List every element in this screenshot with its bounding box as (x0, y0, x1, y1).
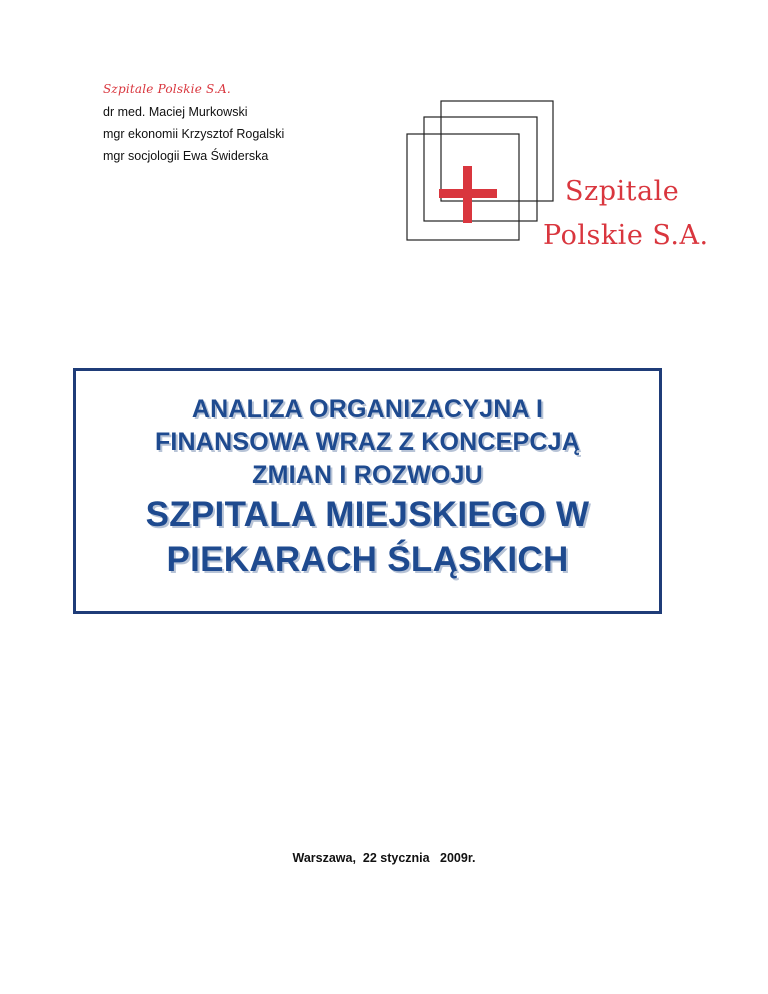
author-header (103, 82, 403, 171)
place-and-date: Warszawa, 22 stycznia 2009r. (292, 851, 476, 865)
title-line-2: FINANSOWA WRAZ Z KONCEPCJĄ (154, 428, 581, 456)
company-name: Szpitale Polskie S.A. (103, 82, 231, 96)
title-line-5: PIEKARACH ŚLĄSKICH (166, 540, 569, 579)
red-cross-horizontal (439, 189, 497, 198)
title-line-1: ANALIZA ORGANIZACYJNA I (191, 395, 544, 423)
title-line-4: SZPITALA MIEJSKIEGO W (145, 495, 590, 534)
title-box (73, 368, 662, 614)
title-line-3: ZMIAN I ROZWOJU (252, 461, 483, 489)
author-1: dr med. Maciej Murkowski (103, 105, 248, 119)
company-logo (400, 96, 720, 266)
logo-text-line1: Szpitale (565, 176, 680, 207)
logo-text-line2: Polskie S.A. (543, 220, 709, 251)
author-2: mgr ekonomii Krzysztof Rogalski (103, 127, 285, 141)
author-3: mgr socjologii Ewa Świderska (103, 149, 269, 163)
